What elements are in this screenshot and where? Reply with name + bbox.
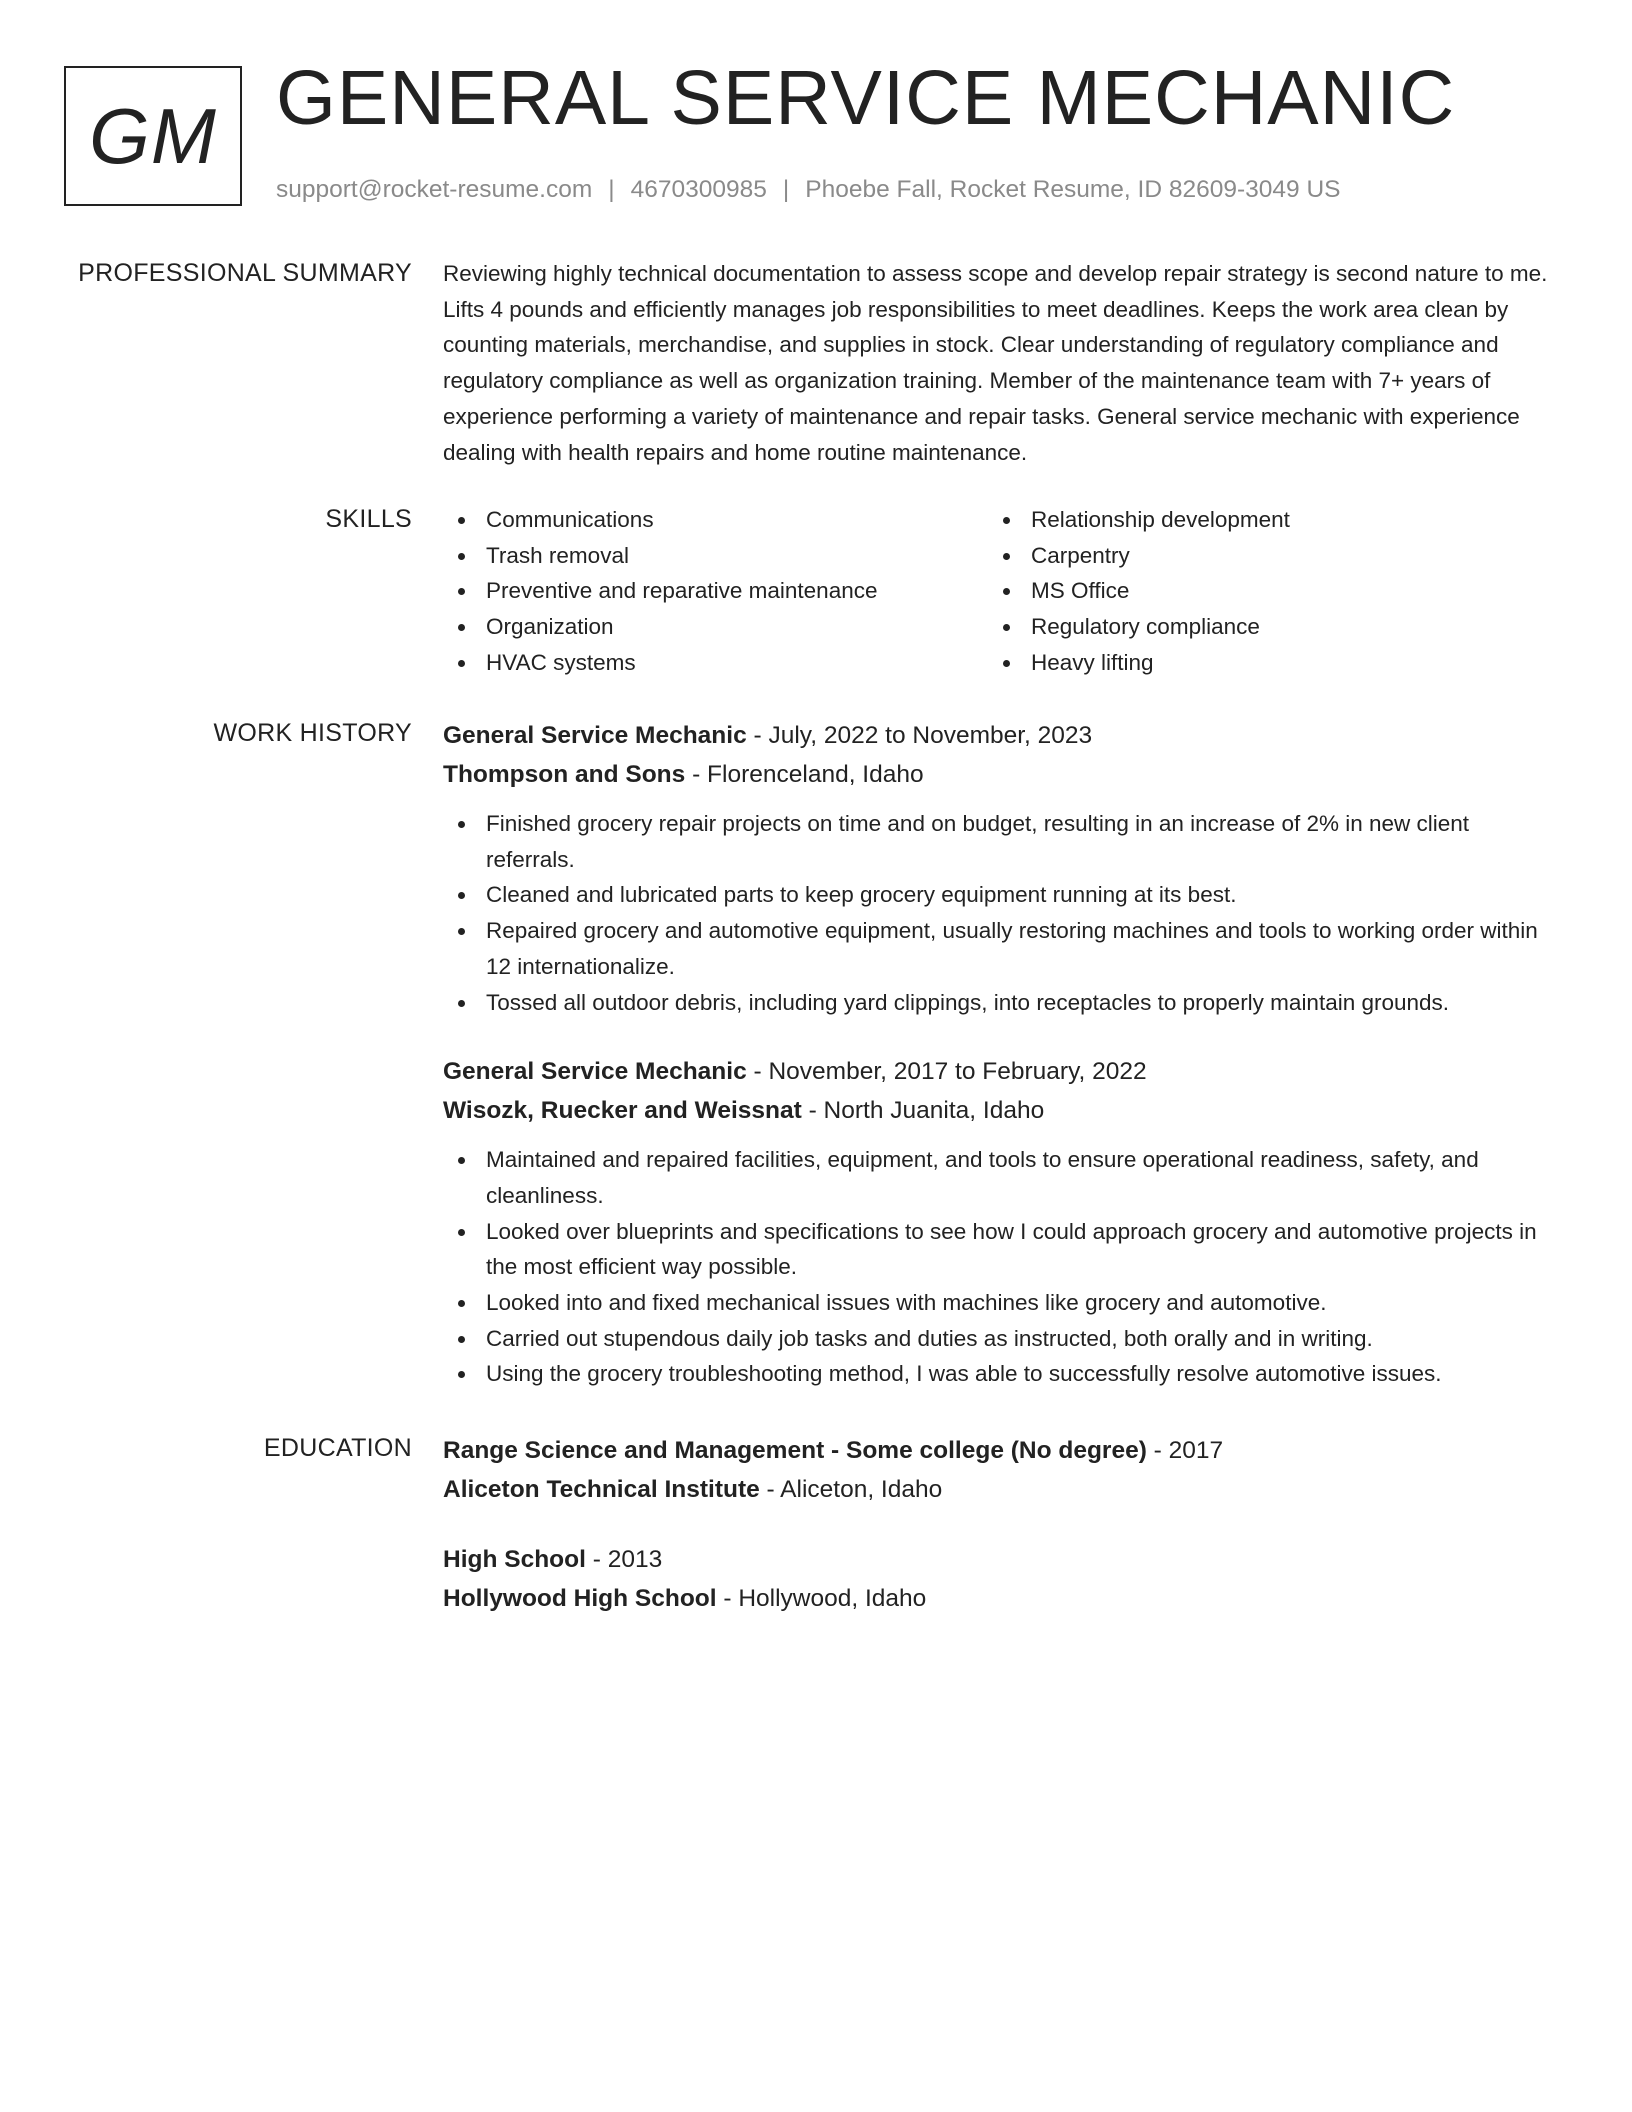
job-dates: - July, 2022 to November, 2023 <box>746 722 1093 749</box>
monogram-initials: GM <box>89 92 217 180</box>
skills-column-2 <box>988 502 1290 681</box>
education-body <box>443 1431 1563 1618</box>
education-degree: High School <box>443 1546 586 1573</box>
education-year: - 2013 <box>585 1546 663 1573</box>
job-bullet: Repaired grocery and automotive equipment, usually restoring machines and tools to working order within 12 internationalize. <box>443 913 1563 984</box>
monogram-badge <box>64 66 242 206</box>
job-bullet: Looked over blueprints and specifications to see how I could approach grocery and automotive projects in the most efficient way possible. <box>443 1214 1563 1285</box>
education-location: - Aliceton, Idaho <box>759 1476 943 1503</box>
job-location: - North Juanita, Idaho <box>801 1097 1045 1125</box>
job-company: Wisozk, Ruecker and Weissnat <box>443 1097 802 1125</box>
job-bullet: Looked into and fixed mechanical issues with machines like grocery and automotive. <box>443 1285 1563 1321</box>
contact-separator: | <box>608 176 615 203</box>
job-entry <box>443 1052 1563 1392</box>
education-school: Hollywood High School <box>443 1585 717 1612</box>
education-degree-line <box>443 1431 1563 1470</box>
section-label-skills: SKILLS <box>325 505 412 533</box>
job-entry <box>443 716 1563 1020</box>
education-entry <box>443 1431 1563 1509</box>
job-bullet: Tossed all outdoor debris, including yard clippings, into receptacles to properly maintain grounds. <box>443 985 1563 1021</box>
skill-item: Trash removal <box>443 538 988 574</box>
education-year: - 2017 <box>1146 1437 1224 1464</box>
job-company-line <box>443 755 1563 794</box>
resume-title: GENERAL SERVICE MECHANIC <box>276 55 1456 141</box>
contact-phone: 4670300985 <box>630 176 767 203</box>
job-title: General Service Mechanic <box>443 1058 747 1086</box>
job-location: - Florenceland, Idaho <box>685 761 924 788</box>
skill-item: MS Office <box>988 573 1290 609</box>
job-title-line <box>443 1052 1563 1091</box>
work-history-body <box>443 716 1563 1392</box>
job-bullet: Maintained and repaired facilities, equipment, and tools to ensure operational readiness, safety, and cleanliness. <box>443 1142 1563 1213</box>
job-bullet: Cleaned and lubricated parts to keep grocery equipment running at its best. <box>443 877 1563 913</box>
job-title: General Service Mechanic <box>443 722 747 749</box>
skill-item: Carpentry <box>988 538 1290 574</box>
skills-grid <box>443 502 1563 681</box>
education-degree: Range Science and Management - Some college (No degree) <box>443 1437 1147 1464</box>
education-entry <box>443 1540 1563 1618</box>
contact-line <box>276 174 1341 206</box>
section-label-education: EDUCATION <box>263 1434 412 1462</box>
skill-item: Preventive and reparative maintenance <box>443 573 988 609</box>
education-degree-line <box>443 1540 1563 1579</box>
section-label-work-history: WORK HISTORY <box>213 719 412 747</box>
job-company-line <box>443 1091 1563 1130</box>
skill-item: Regulatory compliance <box>988 609 1290 645</box>
job-title-line <box>443 716 1563 755</box>
contact-address: Phoebe Fall, Rocket Resume, ID 82609-3049 US <box>805 176 1341 203</box>
skill-item: Communications <box>443 502 988 538</box>
skill-item: Relationship development <box>988 502 1290 538</box>
contact-email: support@rocket-resume.com <box>276 176 593 203</box>
job-bullet: Using the grocery troubleshooting method, I was able to successfully resolve automotive issues. <box>443 1356 1563 1392</box>
job-bullets <box>443 1142 1563 1392</box>
summary-body <box>443 256 1563 470</box>
education-school-line <box>443 1579 1563 1618</box>
education-school: Aliceton Technical Institute <box>443 1476 760 1503</box>
job-bullet: Carried out stupendous daily job tasks and duties as instructed, both orally and in writing. <box>443 1321 1563 1357</box>
education-location: - Hollywood, Idaho <box>716 1585 927 1612</box>
job-bullets <box>443 806 1563 1020</box>
summary-text: Reviewing highly technical documentation to assess scope and develop repair strategy is second nature to me. Lifts 4 pounds and efficiently manages job responsibilities to meet deadlines. Keeps the work area clean by counting materials, merchandise, and supplies in stock. Clear understanding of regulatory compliance and regulatory compliance as well as organization training. Member of the maintenance team with 7+ years of experience performing a variety of maintenance and repair tasks. General service mechanic with experience dealing with health repairs and home routine maintenance. <box>443 261 1548 465</box>
job-company: Thompson and Sons <box>443 761 686 788</box>
job-bullet: Finished grocery repair projects on time and on budget, resulting in an increase of 2% in new client referrals. <box>443 806 1563 877</box>
skills-column-1 <box>443 502 988 681</box>
contact-separator: | <box>782 176 790 203</box>
job-dates: - November, 2017 to February, 2022 <box>746 1058 1147 1086</box>
education-school-line <box>443 1470 1563 1509</box>
section-label-summary: PROFESSIONAL SUMMARY <box>78 259 412 287</box>
skill-item: Organization <box>443 609 988 645</box>
skill-item: Heavy lifting <box>988 645 1290 681</box>
skill-item: HVAC systems <box>443 645 988 681</box>
skills-body <box>443 502 1563 681</box>
